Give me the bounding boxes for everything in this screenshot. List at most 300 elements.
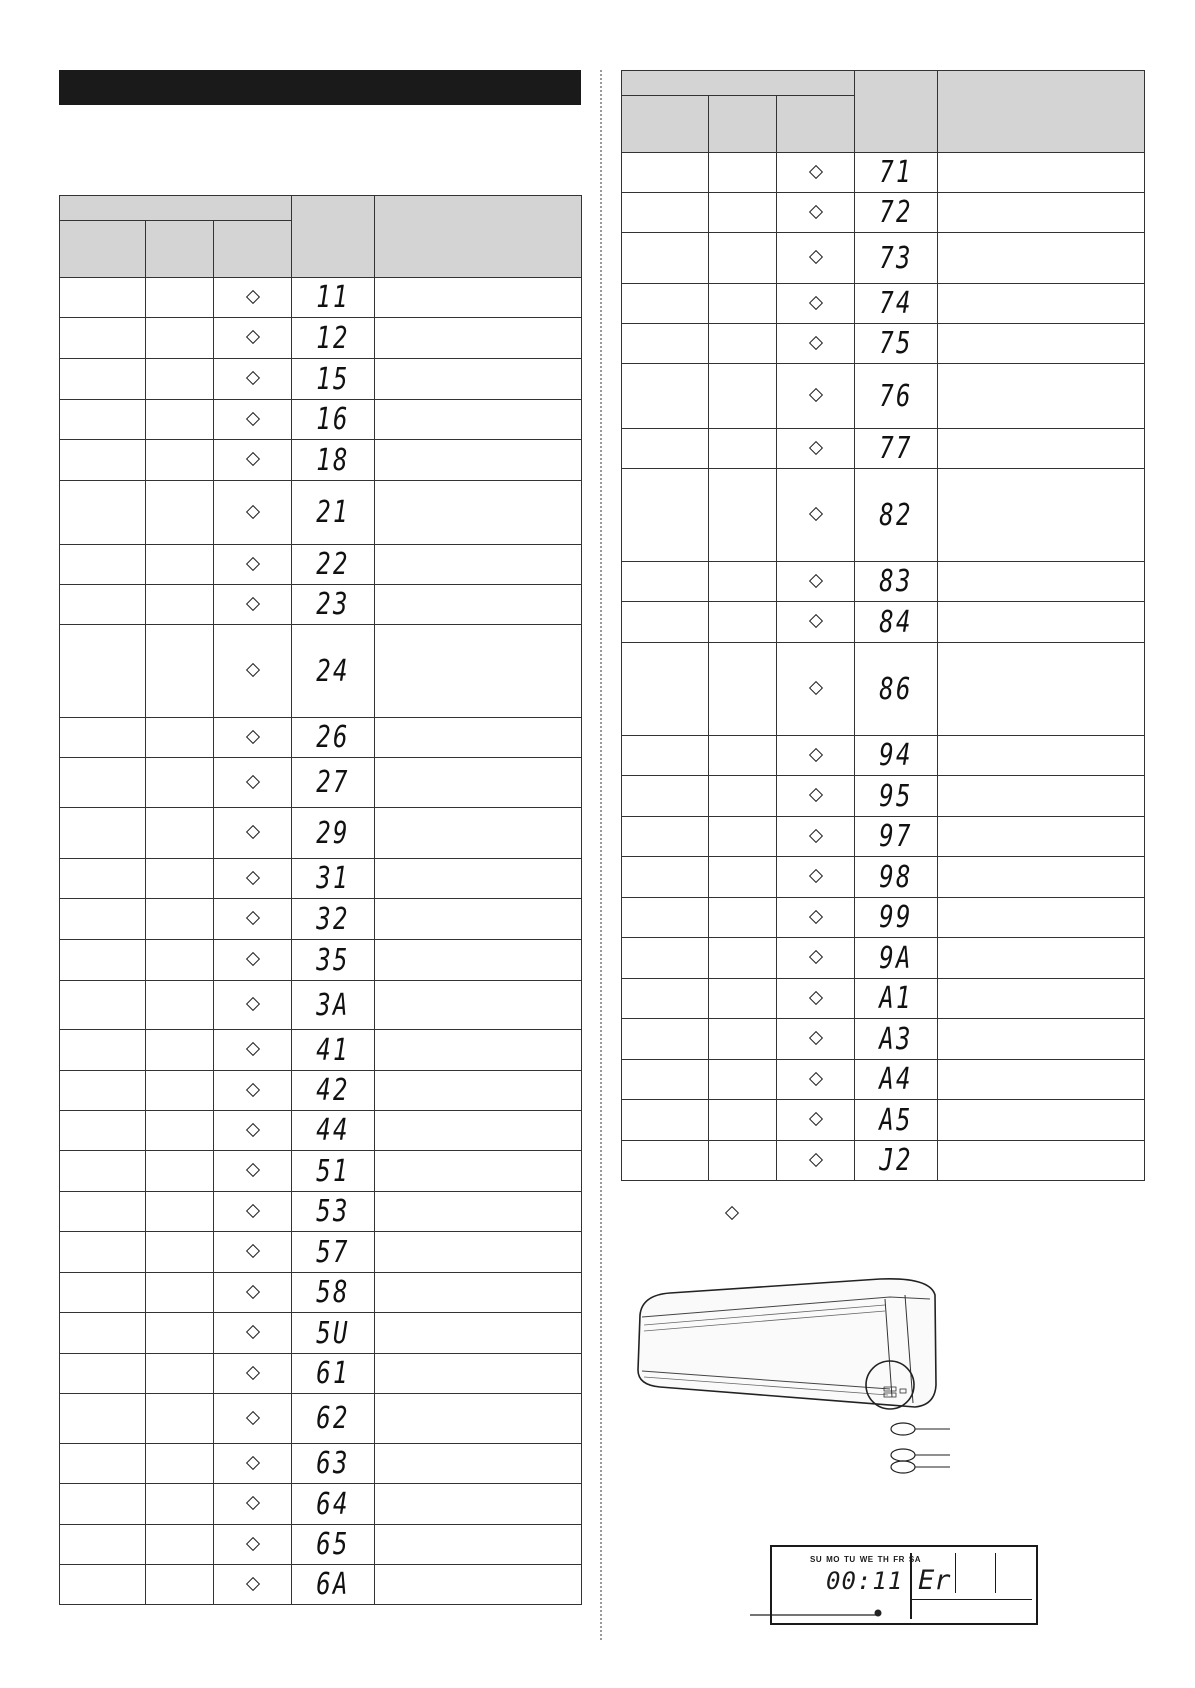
error-code: 18 [316, 442, 350, 478]
table-row [60, 1071, 582, 1111]
error-code: 35 [316, 942, 350, 978]
blank-cell [146, 625, 214, 718]
blank-cell [60, 585, 146, 625]
error-code: A3 [879, 1021, 913, 1057]
blank-cell [60, 859, 146, 899]
table-row [60, 1232, 582, 1273]
description-cell [375, 899, 582, 940]
description-cell [375, 1273, 582, 1313]
error-code-cell [855, 469, 938, 562]
blank-cell [622, 736, 709, 776]
indicator-cell [777, 817, 855, 857]
indicator-cell [214, 545, 292, 585]
diamond-icon [245, 596, 259, 610]
diamond-icon [808, 440, 822, 454]
header-sub-cell-1 [60, 221, 146, 278]
table-row [60, 1313, 582, 1354]
table-row [60, 481, 582, 545]
diamond-icon [245, 1455, 259, 1469]
blank-cell [60, 808, 146, 859]
error-code-cell [292, 1232, 375, 1273]
error-code: A1 [879, 981, 913, 1016]
diamond-icon [245, 1365, 259, 1379]
diamond-icon [808, 1112, 822, 1126]
diamond-icon [245, 556, 259, 570]
indicator-cell [214, 400, 292, 440]
diamond-icon [245, 504, 259, 518]
blank-cell [60, 481, 146, 545]
table-row [60, 400, 582, 440]
error-code-cell [855, 938, 938, 979]
blank-cell [146, 1071, 214, 1111]
error-code-cell [855, 979, 938, 1019]
diamond-icon [245, 1576, 259, 1590]
table-row [622, 643, 1145, 736]
error-code-cell [292, 359, 375, 400]
table-row [60, 981, 582, 1030]
error-code: 3A [316, 987, 350, 1023]
header-sub-cell-1 [622, 96, 709, 153]
error-code: 51 [316, 1153, 350, 1189]
error-code-cell [292, 1273, 375, 1313]
blank-cell [709, 602, 777, 643]
description-cell [938, 469, 1145, 562]
blank-cell [622, 776, 709, 817]
table-row [622, 938, 1145, 979]
error-code: 58 [316, 1275, 350, 1310]
blank-cell [60, 1565, 146, 1605]
error-code: 41 [316, 1032, 350, 1068]
description-cell [375, 400, 582, 440]
error-code-cell [292, 758, 375, 808]
error-code-cell [292, 940, 375, 981]
diamond-icon [808, 1152, 822, 1166]
blank-cell [60, 318, 146, 359]
error-code: 71 [879, 155, 913, 190]
blank-cell [60, 1030, 146, 1071]
description-cell [375, 758, 582, 808]
blank-cell [622, 153, 709, 193]
table-row [60, 758, 582, 808]
error-code: 61 [316, 1356, 350, 1391]
error-code: 16 [316, 402, 350, 437]
blank-cell [60, 758, 146, 808]
indicator-cell [214, 1151, 292, 1192]
header-group-cell [60, 196, 292, 221]
diamond-icon [808, 1071, 822, 1085]
diamond-icon [245, 411, 259, 425]
error-code-cell [292, 318, 375, 359]
table-row [60, 899, 582, 940]
description-cell [938, 1100, 1145, 1141]
table-row [60, 440, 582, 481]
error-code-cell [292, 1151, 375, 1192]
indicator-cell [777, 857, 855, 898]
blank-cell [146, 808, 214, 859]
blank-cell [60, 1273, 146, 1313]
blank-cell [146, 859, 214, 899]
blank-cell [709, 153, 777, 193]
error-code: 98 [879, 859, 913, 895]
description-cell [375, 278, 582, 318]
diamond-icon [808, 295, 822, 309]
blank-cell [60, 1071, 146, 1111]
description-cell [938, 1019, 1145, 1060]
blank-cell [709, 817, 777, 857]
error-code: 65 [316, 1527, 350, 1562]
blank-cell [146, 1565, 214, 1605]
description-cell [938, 193, 1145, 233]
error-code-cell [292, 400, 375, 440]
lcd-weekday: SU [810, 1555, 823, 1564]
error-code: 24 [316, 653, 350, 689]
blank-cell [60, 940, 146, 981]
error-code: A4 [879, 1062, 913, 1097]
table-row [622, 979, 1145, 1019]
blank-cell [146, 1444, 214, 1484]
error-code: 77 [879, 431, 913, 466]
lcd-separator [995, 1553, 996, 1593]
error-code: 32 [316, 901, 350, 937]
error-code: 57 [316, 1234, 350, 1270]
description-cell [375, 940, 582, 981]
blank-cell [622, 233, 709, 284]
error-code: 9A [879, 940, 913, 976]
error-code: 23 [316, 587, 350, 622]
indicator-cell [777, 1141, 855, 1181]
error-code: J2 [879, 1143, 913, 1178]
table-row [60, 1273, 582, 1313]
blank-cell [709, 193, 777, 233]
description-cell [375, 808, 582, 859]
error-code-cell [855, 364, 938, 429]
indicator-cell [214, 440, 292, 481]
indicator-cell [777, 643, 855, 736]
indicator-cell [777, 938, 855, 979]
diamond-icon [245, 1284, 259, 1298]
description-cell [375, 625, 582, 718]
description-cell [938, 643, 1145, 736]
blank-cell [60, 545, 146, 585]
error-code-cell [855, 643, 938, 736]
description-cell [375, 1151, 582, 1192]
indicator-cell [777, 1019, 855, 1060]
table-row [60, 859, 582, 899]
table-row [622, 1060, 1145, 1100]
error-code-cell [855, 284, 938, 324]
table-row [622, 324, 1145, 364]
header-code-cell [855, 71, 938, 153]
description-cell [375, 1525, 582, 1565]
indicator-cell [214, 718, 292, 758]
description-cell [375, 981, 582, 1030]
blank-cell [146, 278, 214, 318]
table-row [622, 469, 1145, 562]
blank-cell [622, 979, 709, 1019]
diamond-icon [245, 774, 259, 788]
blank-cell [709, 1019, 777, 1060]
blank-cell [60, 440, 146, 481]
table-row [622, 429, 1145, 469]
table-row [60, 1565, 582, 1605]
description-cell [938, 562, 1145, 602]
table-row [60, 1111, 582, 1151]
error-code: 76 [879, 378, 913, 414]
diamond-icon [245, 1042, 259, 1056]
description-cell [375, 1484, 582, 1525]
indicator-cell [214, 981, 292, 1030]
table-row [60, 545, 582, 585]
error-code-cell [855, 1019, 938, 1060]
description-cell [375, 1232, 582, 1273]
table-row [622, 817, 1145, 857]
blank-cell [60, 400, 146, 440]
indicator-cell [214, 1313, 292, 1354]
blank-cell [709, 643, 777, 736]
header-sub-cell-3 [777, 96, 855, 153]
blank-cell [60, 625, 146, 718]
blank-cell [622, 938, 709, 979]
indicator-cell [214, 1232, 292, 1273]
description-cell [938, 979, 1145, 1019]
blank-cell [622, 562, 709, 602]
error-code-cell [292, 1071, 375, 1111]
table-row [60, 625, 582, 718]
error-code: 94 [879, 738, 913, 773]
blank-cell [146, 1525, 214, 1565]
error-code-cell [855, 817, 938, 857]
description-cell [375, 1111, 582, 1151]
lcd-underline [910, 1599, 1032, 1600]
description-cell [375, 481, 582, 545]
description-cell [375, 1071, 582, 1111]
diamond-icon [808, 388, 822, 402]
table-row [60, 318, 582, 359]
blank-cell [622, 1100, 709, 1141]
indicator-cell [777, 153, 855, 193]
description-cell [375, 1394, 582, 1444]
error-code: 53 [316, 1194, 350, 1229]
table-row [622, 1100, 1145, 1141]
lcd-weekday: WE [859, 1555, 874, 1564]
blank-cell [146, 440, 214, 481]
error-code-cell [292, 585, 375, 625]
table-row [60, 1444, 582, 1484]
description-cell [938, 817, 1145, 857]
error-code-cell [855, 857, 938, 898]
table-row [622, 898, 1145, 938]
blank-cell [146, 940, 214, 981]
diamond-icon [245, 825, 259, 839]
diamond-icon [245, 289, 259, 303]
description-cell [375, 359, 582, 400]
diamond-icon [245, 997, 259, 1011]
blank-cell [60, 1192, 146, 1232]
table-row [622, 153, 1145, 193]
description-cell [375, 1444, 582, 1484]
diamond-icon [245, 1496, 259, 1510]
diamond-icon [808, 950, 822, 964]
header-sub-cell-2 [146, 221, 214, 278]
indicator-cell [214, 808, 292, 859]
indicator-cell [777, 469, 855, 562]
error-code-cell [292, 808, 375, 859]
error-code-cell [292, 481, 375, 545]
indicator-cell [214, 758, 292, 808]
blank-cell [146, 359, 214, 400]
lcd-weekday: SA [908, 1555, 922, 1564]
blank-cell [709, 469, 777, 562]
error-code: 63 [316, 1446, 350, 1481]
blank-cell [146, 899, 214, 940]
indicator-cell [214, 1273, 292, 1313]
description-cell [375, 1565, 582, 1605]
table-row [60, 1192, 582, 1232]
blank-cell [146, 758, 214, 808]
description-cell [375, 1192, 582, 1232]
blank-cell [146, 981, 214, 1030]
error-code: 74 [879, 286, 913, 321]
diamond-icon [808, 573, 822, 587]
diamond-icon [245, 911, 259, 925]
diamond-icon [808, 507, 822, 521]
blank-cell [60, 1525, 146, 1565]
table-row [622, 857, 1145, 898]
error-code-cell [855, 898, 938, 938]
error-code: 72 [879, 195, 913, 230]
table-row [60, 1354, 582, 1394]
indicator-cell [777, 364, 855, 429]
diamond-icon [808, 250, 822, 264]
error-code: 26 [316, 720, 350, 755]
blank-cell [709, 938, 777, 979]
blank-cell [60, 1354, 146, 1394]
error-code: 21 [316, 495, 350, 530]
lcd-time-readout: 00:11 [826, 1567, 904, 1595]
indicator-cell [777, 429, 855, 469]
table-row [60, 718, 582, 758]
blank-cell [60, 981, 146, 1030]
indicator-cell [214, 1354, 292, 1394]
indicator-cell [777, 1100, 855, 1141]
blank-cell [146, 1151, 214, 1192]
error-code-cell [292, 1565, 375, 1605]
diamond-icon [245, 1122, 259, 1136]
header-description-cell [938, 71, 1145, 153]
diamond-icon [245, 1203, 259, 1217]
table-row [622, 233, 1145, 284]
table-row [622, 776, 1145, 817]
error-code: 22 [316, 547, 350, 582]
error-code: 75 [879, 326, 913, 361]
indicator-cell [214, 1525, 292, 1565]
description-cell [375, 718, 582, 758]
table-row [622, 602, 1145, 643]
indicator-cell [214, 1394, 292, 1444]
diamond-icon [245, 663, 259, 677]
description-cell [938, 153, 1145, 193]
blank-cell [709, 233, 777, 284]
error-code-cell [292, 1192, 375, 1232]
diamond-icon [808, 335, 822, 349]
blank-cell [60, 1151, 146, 1192]
error-code-cell [292, 545, 375, 585]
blank-cell [709, 324, 777, 364]
section-title-bar [59, 70, 581, 105]
description-cell [938, 364, 1145, 429]
lcd-weekday: FR [893, 1555, 905, 1564]
error-code: 31 [316, 861, 350, 896]
error-code: 29 [316, 815, 350, 851]
table-row [60, 278, 582, 318]
error-code: A5 [879, 1102, 913, 1138]
blank-cell [60, 1444, 146, 1484]
error-code-cell [855, 193, 938, 233]
error-code: 62 [316, 1401, 350, 1436]
blank-cell [146, 400, 214, 440]
blank-cell [622, 1060, 709, 1100]
description-cell [375, 1354, 582, 1394]
blank-cell [146, 1111, 214, 1151]
diamond-icon [808, 909, 822, 923]
blank-cell [709, 776, 777, 817]
blank-cell [709, 284, 777, 324]
description-cell [938, 736, 1145, 776]
blank-cell [709, 736, 777, 776]
error-code-cell [292, 859, 375, 899]
table-row [60, 359, 582, 400]
diamond-icon [245, 1082, 259, 1096]
description-cell [938, 602, 1145, 643]
table-row [60, 808, 582, 859]
diamond-icon [245, 1536, 259, 1550]
table-row [622, 364, 1145, 429]
error-code-cell [855, 736, 938, 776]
blank-cell [709, 429, 777, 469]
table-row [60, 1030, 582, 1071]
indicator-cell [214, 1111, 292, 1151]
blank-cell [146, 318, 214, 359]
blank-cell [622, 469, 709, 562]
error-code-cell [855, 1141, 938, 1181]
blank-cell [622, 364, 709, 429]
description-cell [938, 857, 1145, 898]
diamond-icon [245, 952, 259, 966]
indicator-cell [214, 940, 292, 981]
description-cell [375, 585, 582, 625]
diamond-icon [245, 870, 259, 884]
description-cell [938, 898, 1145, 938]
blank-cell [709, 979, 777, 1019]
error-code-cell [292, 899, 375, 940]
indicator-cell [214, 1071, 292, 1111]
error-code-cell [292, 1444, 375, 1484]
table-row [622, 193, 1145, 233]
indicator-cell [214, 1444, 292, 1484]
error-code-cell [855, 562, 938, 602]
error-code-cell [292, 440, 375, 481]
blank-cell [709, 1141, 777, 1181]
table-row [60, 940, 582, 981]
blank-cell [709, 898, 777, 938]
diamond-icon [245, 452, 259, 466]
diamond-icon [808, 164, 822, 178]
blank-cell [622, 324, 709, 364]
blank-cell [622, 1141, 709, 1181]
indicator-cell [214, 1565, 292, 1605]
lcd-weekday-row [810, 1555, 925, 1564]
blank-cell [709, 1060, 777, 1100]
